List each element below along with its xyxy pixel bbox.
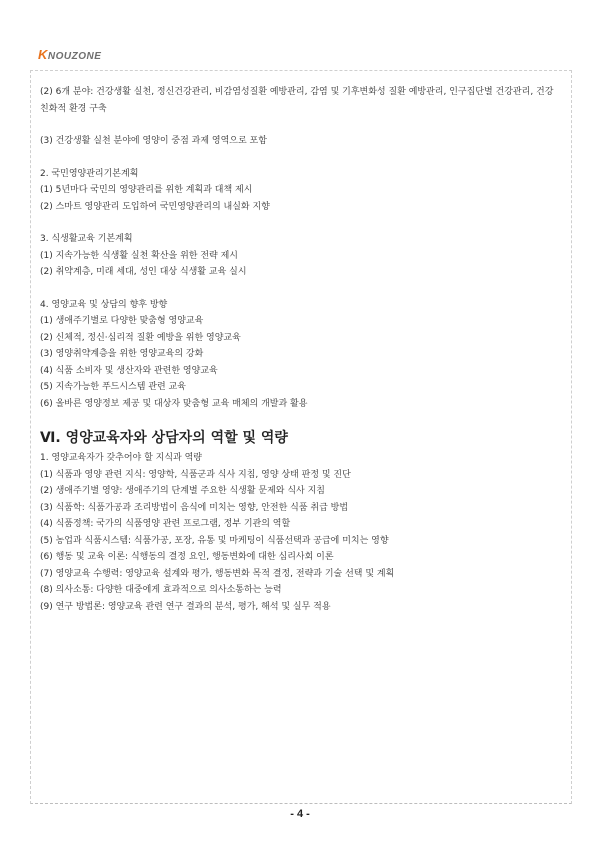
list-item: (3) 식품학: 식품가공과 조리방법이 음식에 미치는 영향, 안전한 식품 취급 방법 [40, 502, 349, 513]
list-item: (2) 취약계층, 미래 세대, 성인 대상 식생활 교육 실시 [40, 267, 247, 277]
knouzone-logo [38, 47, 101, 62]
list-item: (4) 식품정책: 국가의 식품영양 관련 프로그램, 정부 기관의 역할 [40, 519, 291, 529]
list-item: (7) 영양교육 수행력: 영양교육 설계와 평가, 행동변화 목적 결정, 전략과 기술 선택 및 계획 [40, 568, 395, 579]
list-item: (1) 5년마다 국민의 영양관리를 위한 계획과 대책 제시 [40, 185, 253, 195]
list-item: (5) 지속가능한 푸드시스템 관련 교육 [40, 382, 186, 392]
list-item: (3) 영양취약계층을 위한 영양교육의 강화 [40, 349, 204, 359]
paragraph-six-areas: (2) 6개 분야: 건강생활 실천, 정신건강관리, 비감염성질환 예방관리, 감염 및 기후변화성 질환 예방관리, 인구집단별 건강관리, 건강 친화적 환경 구축 [40, 87, 554, 114]
section-title-educator-competencies: 1. 영양교육자가 갖추어야 할 지식과 역량 [40, 453, 202, 463]
list-item: (1) 생애주기별로 다양한 맞춤형 영양교육 [40, 316, 204, 326]
section-title-national-nutrition-plan: 2. 국민영양관리기본계획 [40, 168, 139, 179]
paragraph-nutrition-focus: (3) 건강생활 실천 분야에 영양이 중점 과제 영역으로 포함 [40, 136, 267, 146]
chapter-heading: Ⅵ. 영양교육자와 상담자의 역할 및 역량 [40, 430, 288, 446]
section-title-future-direction: 4. 영양교육 및 상담의 향후 방향 [40, 299, 168, 310]
list-item: (9) 연구 방법론: 영양교육 관련 연구 결과의 분석, 평가, 해석 및 실무 적용 [40, 601, 331, 612]
list-item: (1) 지속가능한 식생활 실천 확산을 위한 전략 제시 [40, 250, 238, 261]
list-item: (2) 신체적, 정신·심리적 질환 예방을 위한 영양교육 [40, 332, 241, 343]
list-item: (8) 의사소통: 다양한 대중에게 효과적으로 의사소통하는 능력 [40, 585, 282, 595]
list-item: (6) 행동 및 교육 이론: 식행동의 결정 요인, 행동변화에 대한 심리사회 이론 [40, 552, 334, 562]
page-number: - 4 - [290, 808, 310, 820]
logo-text: NOUZONE [47, 51, 102, 62]
document-body [40, 84, 562, 615]
logo-letter-k: K [38, 47, 48, 62]
list-item: (2) 스마트 영양관리 도입하여 국민영양관리의 내실화 지향 [40, 201, 270, 212]
list-item: (4) 식품 소비자 및 생산자와 관련한 영양교육 [40, 365, 218, 376]
list-item: (6) 올바른 영양정보 제공 및 대상자 맞춤형 교육 매체의 개발과 활용 [40, 398, 308, 409]
section-title-dietary-education-plan: 3. 식생활교육 기본계획 [40, 234, 133, 244]
list-item: (1) 식품과 영양 관련 지식: 영양학, 식품군과 식사 지침, 영양 상태 판정 및 진단 [40, 469, 351, 480]
list-item: (5) 농업과 식품시스템: 식품가공, 포장, 유통 및 마케팅이 식품선택과 공급에 미치는 영향 [40, 535, 389, 546]
list-item: (2) 생애주기별 영양: 생애주기의 단계별 주요한 식생활 문제와 식사 지침 [40, 486, 325, 496]
